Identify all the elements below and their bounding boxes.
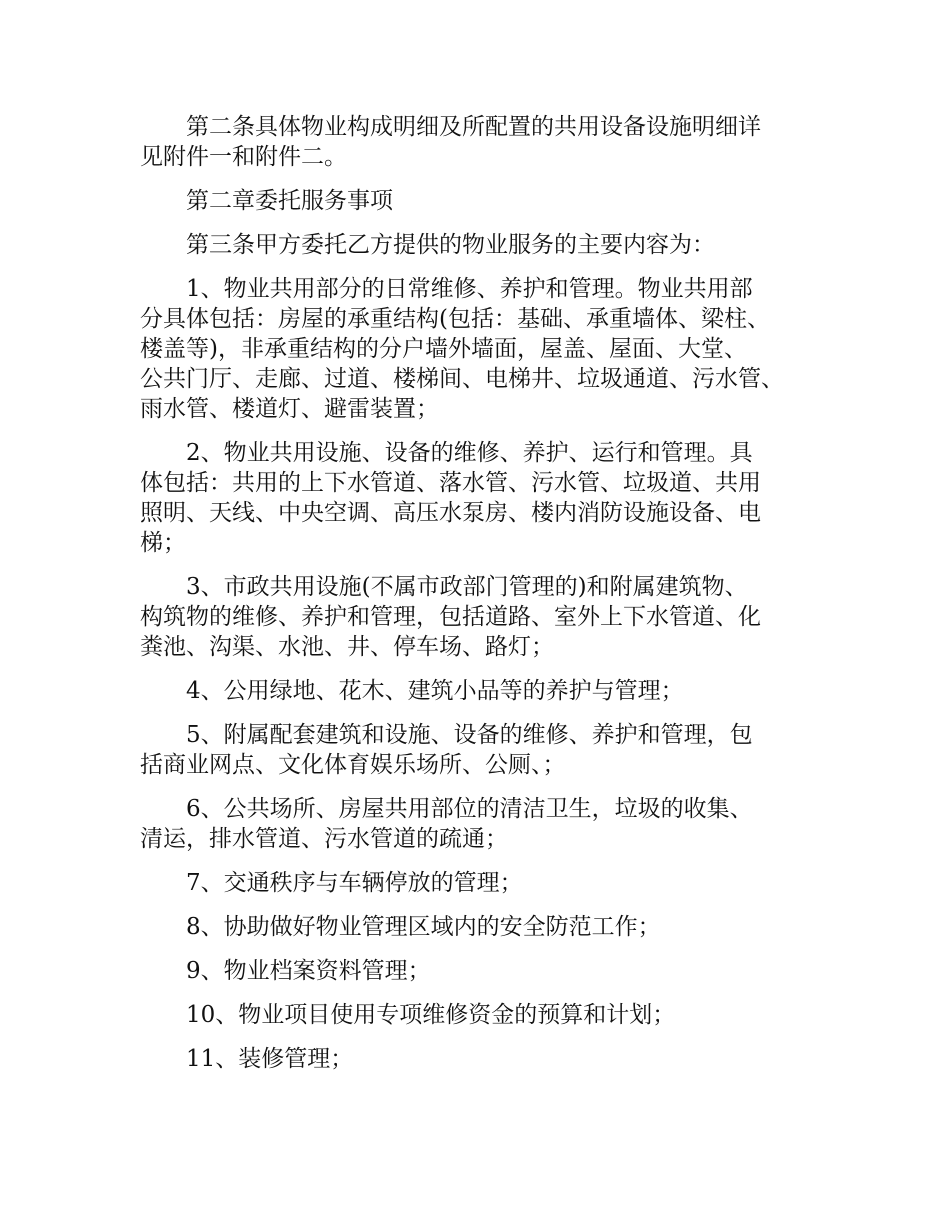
- text-line: 第二章委托服务事项: [186, 188, 393, 214]
- text-line: 粪池、沟渠、水池、井、停车场、路灯；: [140, 634, 554, 660]
- list-item-11: [140, 1044, 830, 1074]
- list-item-7: [140, 868, 830, 898]
- chapter-title: [140, 186, 830, 216]
- list-item-4: [140, 676, 830, 706]
- list-item-6: [140, 794, 830, 854]
- text-line: 5、附属配套建筑和设施、设备的维修、养护和管理，包: [186, 722, 753, 748]
- list-item-10: [140, 1000, 830, 1030]
- list-item-3: [140, 572, 830, 662]
- text-line: 构筑物的维修、养护和管理，包括道路、室外上下水管道、化: [140, 604, 761, 630]
- list-item-1: [140, 274, 830, 424]
- paragraph-article-2-detail: [140, 112, 830, 172]
- list-item-5: [140, 720, 830, 780]
- text-line: 9、物业档案资料管理；: [186, 958, 431, 984]
- text-line: 清运，排水管道、污水管道的疏通；: [140, 826, 508, 852]
- text-line: 体包括：共用的上下水管道、落水管、污水管、垃圾道、共用: [140, 470, 761, 496]
- text-line: 分具体包括：房屋的承重结构(包括：基础、承重墙体、梁柱、: [140, 306, 770, 332]
- text-line: 第三条甲方委托乙方提供的物业服务的主要内容为：: [186, 232, 715, 258]
- text-line: 雨水管、楼道灯、避雷装置；: [140, 396, 439, 422]
- text-line: 6、公共场所、房屋共用部位的清洁卫生，垃圾的收集、: [186, 796, 753, 822]
- text-line: 11、装修管理；: [186, 1046, 354, 1072]
- text-line: 8、协助做好物业管理区域内的安全防范工作；: [186, 914, 661, 940]
- text-line: 4、公用绿地、花木、建筑小品等的养护与管理；: [186, 678, 684, 704]
- paragraph-article-3-intro: [140, 230, 830, 260]
- text-line: 照明、天线、中央空调、高压水泵房、楼内消防设施设备、电: [140, 500, 761, 526]
- text-line: 10、物业项目使用专项维修资金的预算和计划；: [186, 1002, 676, 1028]
- text-line: 7、交通秩序与车辆停放的管理；: [186, 870, 523, 896]
- text-line: 括商业网点、文化体育娱乐场所、公厕、；: [140, 752, 566, 778]
- text-line: 楼盖等)，非承重结构的分户墙外墙面，屋盖、屋面、大堂、: [140, 336, 747, 362]
- text-line: 梯；: [140, 530, 186, 556]
- document-page: [140, 112, 830, 1088]
- text-line: 见附件一和附件二。: [140, 144, 347, 170]
- list-item-9: [140, 956, 830, 986]
- text-line: 公共门厅、走廊、过道、楼梯间、电梯井、垃圾通道、污水管、: [140, 366, 784, 392]
- text-line: 2、物业共用设施、设备的维修、养护、运行和管理。具: [186, 440, 753, 466]
- text-line: 1、物业共用部分的日常维修、养护和管理。物业共用部: [186, 276, 753, 302]
- list-item-2: [140, 438, 830, 558]
- text-line: 3、市政共用设施(不属市政部门管理的)和附属建筑物、: [186, 574, 748, 600]
- list-item-8: [140, 912, 830, 942]
- text-line: 第二条具体物业构成明细及所配置的共用设备设施明细详: [186, 114, 761, 140]
